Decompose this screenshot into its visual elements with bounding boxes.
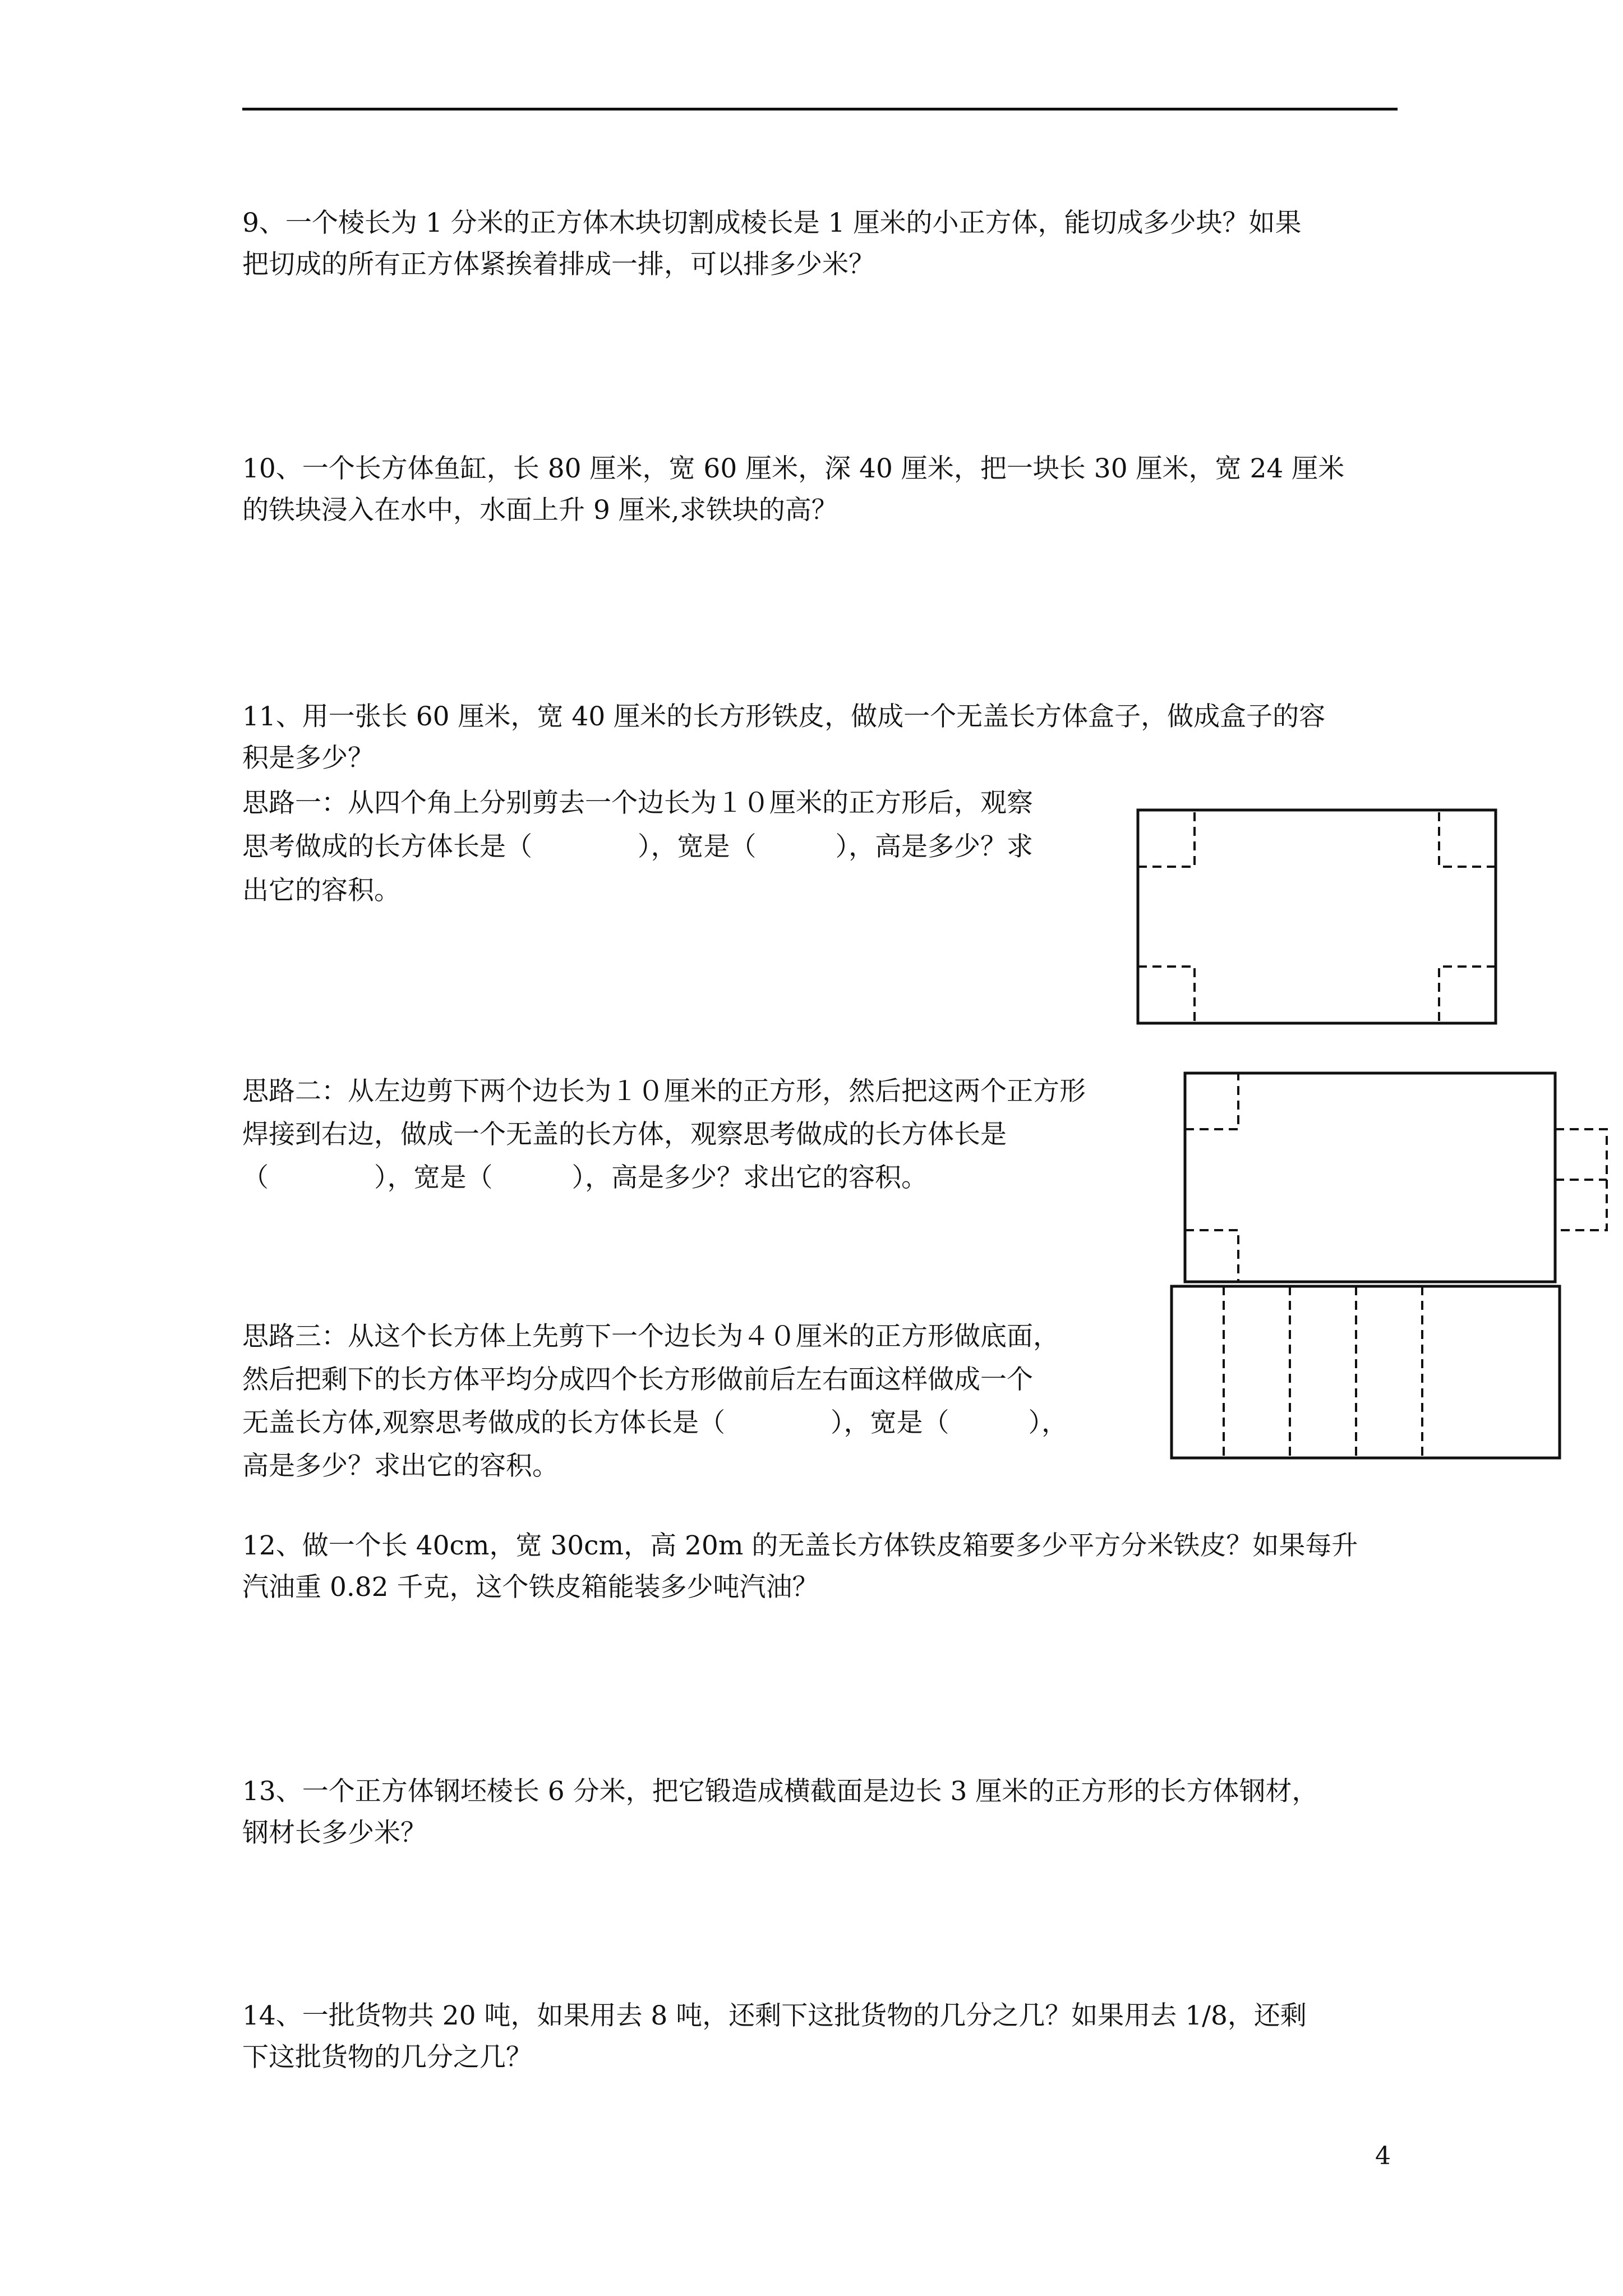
q11-line1: 11、用一张长 60 厘米，宽 40 厘米的长方形铁皮，做成一个无盖长方体盒子，做成盒子的容 [242, 701, 1326, 732]
q10-line1: 10、一个长方体鱼缸，长 80 厘米，宽 60 厘米，深 40 厘米，把一块长 30 厘米，宽 24 厘米 [242, 453, 1345, 484]
q14-line2: 下这批货物的几分之几？ [242, 2042, 532, 2073]
q11-idea1-line3: 出它的容积。 [242, 875, 400, 906]
diagram-welded-squares [1183, 1071, 1610, 1285]
q11-idea2-line1: 思路二：从左边剪下两个边长为１０厘米的正方形，然后把这两个正方形 [242, 1076, 1086, 1107]
q13-line2: 钢材长多少米？ [242, 1818, 427, 1848]
q11-idea1-line2: 思考做成的长方体长是（ ），宽是（ ），高是多少？求 [242, 831, 1033, 862]
q11-line2: 积是多少？ [242, 743, 374, 774]
diagram-corner-cuts [1136, 808, 1498, 1026]
header-rule [242, 108, 1398, 111]
diagram-strip-division [1170, 1285, 1562, 1460]
q9-line1: 9、一个棱长为 1 分米的正方体木块切割成棱长是 1 厘米的小正方体，能切成多少块？如果 [242, 208, 1302, 238]
q9-line2: 把切成的所有正方体紧挨着排成一排，可以排多少米？ [242, 249, 875, 280]
q10-line2: 的铁块浸入在水中，水面上升 9 厘米,求铁块的高？ [242, 495, 838, 526]
q12-line1: 12、做一个长 40cm，宽 30cm，高 20m 的无盖长方体铁皮箱要多少平方分米铁皮？如果每升 [242, 1530, 1358, 1561]
q11-idea1-line1: 思路一：从四个角上分别剪去一个边长为１０厘米的正方形后，观察 [242, 788, 1033, 818]
q11-idea3-line1: 思路三：从这个长方体上先剪下一个边长为４０厘米的正方形做底面， [242, 1321, 1059, 1352]
q11-idea2-line3: （ ），宽是（ ），高是多少？求出它的容积。 [242, 1162, 928, 1193]
q14-line1: 14、一批货物共 20 吨，如果用去 8 吨，还剩下这批货物的几分之几？如果用去 1/8，还剩 [242, 2000, 1307, 2031]
q12-line2: 汽油重 0.82 千克，这个铁皮箱能装多少吨汽油？ [242, 1572, 819, 1603]
page-number: 4 [1375, 2142, 1391, 2170]
q11-idea3-line3: 无盖长方体,观察思考做成的长方体长是（ ），宽是（ ）， [242, 1407, 1068, 1438]
q11-idea2-line2: 焊接到右边，做成一个无盖的长方体，观察思考做成的长方体长是 [242, 1119, 1007, 1150]
q13-line1: 13、一个正方体钢坯棱长 6 分米，把它锻造成横截面是边长 3 厘米的正方形的长方体钢材， [242, 1776, 1318, 1807]
q11-idea3-line2: 然后把剩下的长方体平均分成四个长方形做前后左右面这样做成一个 [242, 1364, 1033, 1395]
q11-idea3-line4: 高是多少？求出它的容积。 [242, 1451, 559, 1481]
